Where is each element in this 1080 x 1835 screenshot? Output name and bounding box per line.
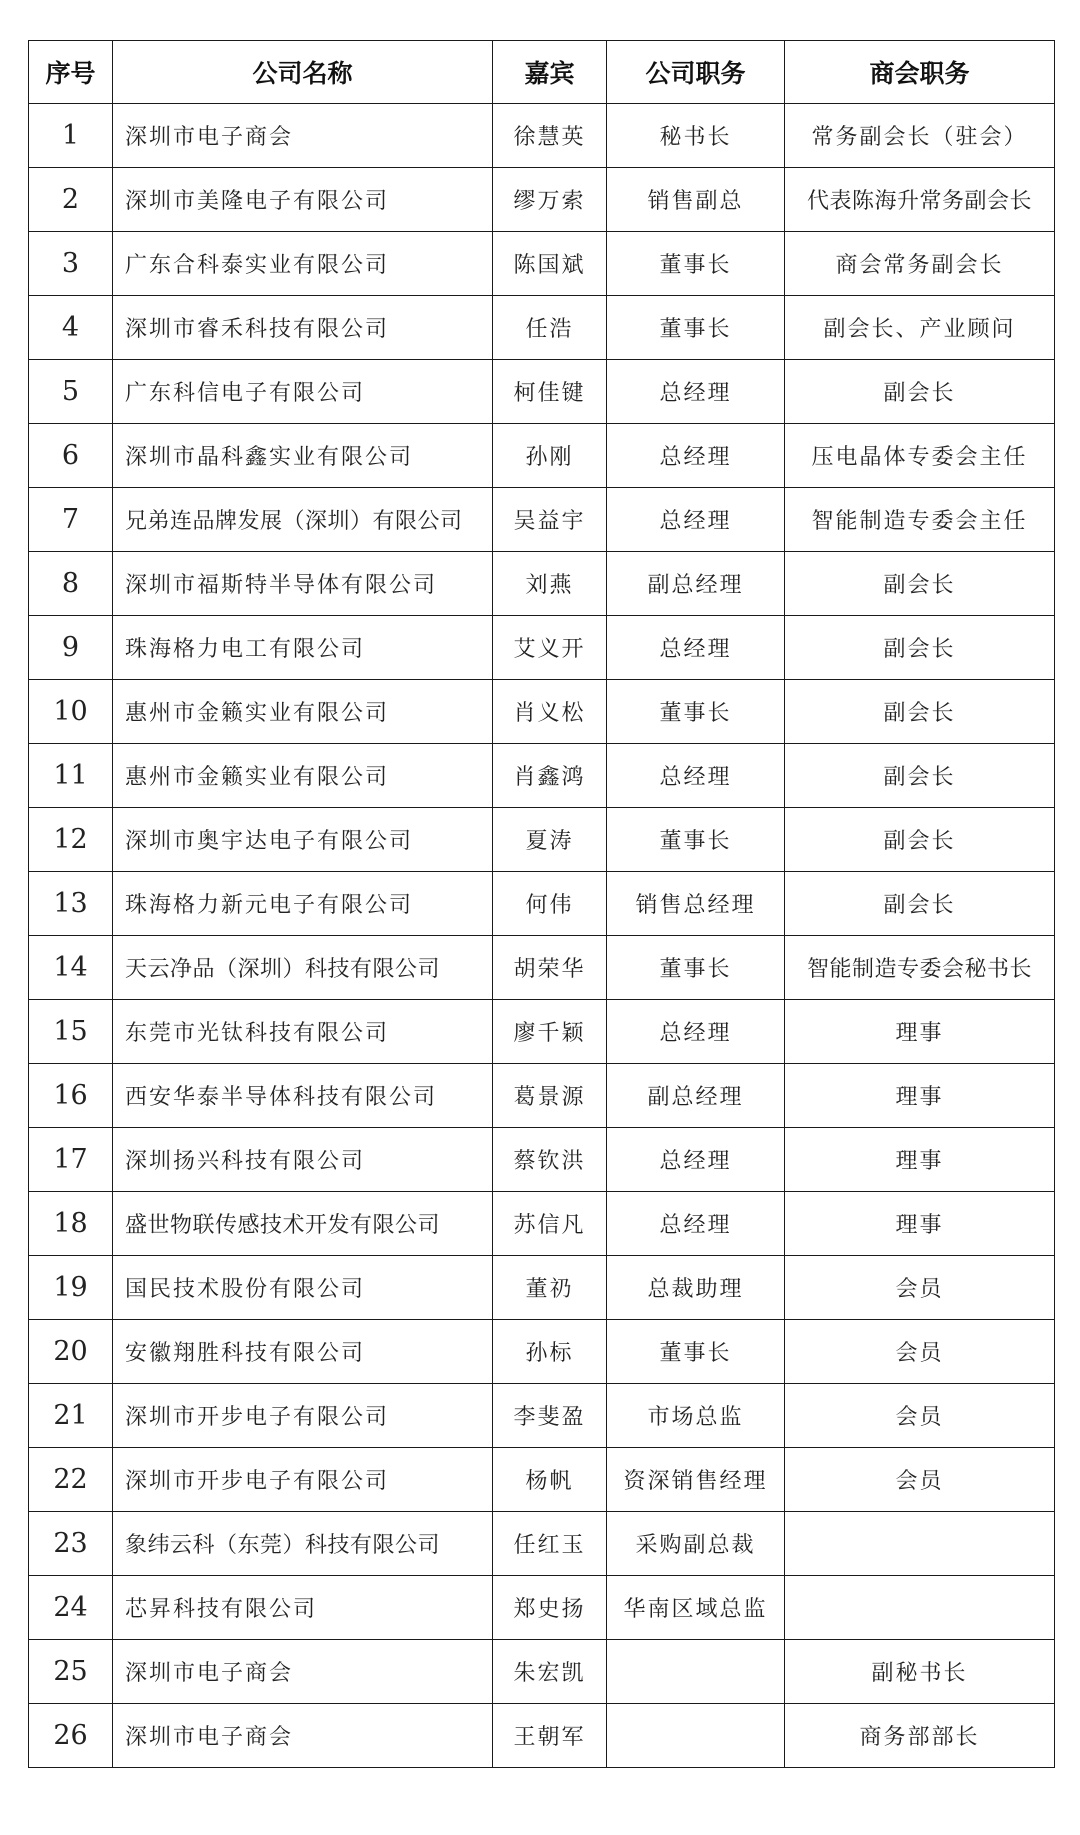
cell-company: 深圳市电子商会 <box>113 1640 493 1704</box>
cell-company-title: 总经理 <box>607 1000 785 1064</box>
cell-guest: 王朝军 <box>493 1704 607 1768</box>
cell-chamber-role: 会员 <box>785 1384 1055 1448</box>
cell-no: 11 <box>29 744 113 808</box>
cell-guest: 艾义开 <box>493 616 607 680</box>
cell-company-title: 总裁助理 <box>607 1256 785 1320</box>
cell-company-title: 市场总监 <box>607 1384 785 1448</box>
cell-no: 8 <box>29 552 113 616</box>
cell-company: 深圳市开步电子有限公司 <box>113 1448 493 1512</box>
cell-guest: 夏涛 <box>493 808 607 872</box>
table-row <box>29 360 1055 424</box>
cell-chamber-role: 副会长 <box>785 552 1055 616</box>
cell-no: 26 <box>29 1704 113 1768</box>
cell-guest: 任浩 <box>493 296 607 360</box>
cell-company-title: 董事长 <box>607 808 785 872</box>
cell-company-title: 董事长 <box>607 936 785 1000</box>
cell-company-title: 华南区域总监 <box>607 1576 785 1640</box>
table-row <box>29 1064 1055 1128</box>
cell-company-title: 资深销售经理 <box>607 1448 785 1512</box>
cell-chamber-role: 会员 <box>785 1256 1055 1320</box>
table-row <box>29 1576 1055 1640</box>
cell-no: 3 <box>29 232 113 296</box>
cell-no: 16 <box>29 1064 113 1128</box>
table-row <box>29 1192 1055 1256</box>
cell-guest: 孙标 <box>493 1320 607 1384</box>
table-body <box>29 104 1055 1768</box>
table-row <box>29 296 1055 360</box>
cell-no: 1 <box>29 104 113 168</box>
cell-company: 深圳扬兴科技有限公司 <box>113 1128 493 1192</box>
table-row <box>29 616 1055 680</box>
cell-chamber-role: 理事 <box>785 1128 1055 1192</box>
header-chamber-role: 商会职务 <box>785 41 1055 104</box>
cell-guest: 李斐盈 <box>493 1384 607 1448</box>
cell-company-title: 采购副总裁 <box>607 1512 785 1576</box>
cell-no: 13 <box>29 872 113 936</box>
cell-no: 23 <box>29 1512 113 1576</box>
header-guest: 嘉宾 <box>493 41 607 104</box>
table-row <box>29 1256 1055 1320</box>
header-no: 序号 <box>29 41 113 104</box>
cell-no: 14 <box>29 936 113 1000</box>
cell-guest: 蔡钦洪 <box>493 1128 607 1192</box>
cell-guest: 任红玉 <box>493 1512 607 1576</box>
header-company-title: 公司职务 <box>607 41 785 104</box>
cell-guest: 苏信凡 <box>493 1192 607 1256</box>
table-row <box>29 1448 1055 1512</box>
cell-company-title: 总经理 <box>607 360 785 424</box>
cell-chamber-role: 商务部部长 <box>785 1704 1055 1768</box>
table-row <box>29 488 1055 552</box>
cell-no: 22 <box>29 1448 113 1512</box>
cell-company: 西安华泰半导体科技有限公司 <box>113 1064 493 1128</box>
guest-table <box>28 40 1055 1768</box>
cell-chamber-role: 商会常务副会长 <box>785 232 1055 296</box>
cell-company: 芯昇科技有限公司 <box>113 1576 493 1640</box>
cell-company: 珠海格力电工有限公司 <box>113 616 493 680</box>
cell-chamber-role: 副会长 <box>785 808 1055 872</box>
cell-no: 17 <box>29 1128 113 1192</box>
table-row <box>29 168 1055 232</box>
cell-guest: 葛景源 <box>493 1064 607 1128</box>
guest-list-sheet <box>28 40 1054 1768</box>
cell-no: 5 <box>29 360 113 424</box>
cell-company-title: 总经理 <box>607 424 785 488</box>
cell-company: 天云净品（深圳）科技有限公司 <box>113 936 493 1000</box>
cell-company: 兄弟连品牌发展（深圳）有限公司 <box>113 488 493 552</box>
table-row <box>29 424 1055 488</box>
cell-guest: 徐慧英 <box>493 104 607 168</box>
cell-company: 深圳市电子商会 <box>113 1704 493 1768</box>
cell-company-title: 副总经理 <box>607 1064 785 1128</box>
cell-no: 4 <box>29 296 113 360</box>
cell-company-title: 销售总经理 <box>607 872 785 936</box>
table-row <box>29 1640 1055 1704</box>
cell-chamber-role: 副会长 <box>785 744 1055 808</box>
cell-chamber-role: 常务副会长（驻会） <box>785 104 1055 168</box>
cell-company: 深圳市美隆电子有限公司 <box>113 168 493 232</box>
cell-company: 惠州市金籁实业有限公司 <box>113 744 493 808</box>
table-row <box>29 744 1055 808</box>
cell-guest: 刘燕 <box>493 552 607 616</box>
cell-chamber-role <box>785 1512 1055 1576</box>
cell-chamber-role: 副会长 <box>785 616 1055 680</box>
cell-company: 东莞市光钛科技有限公司 <box>113 1000 493 1064</box>
cell-chamber-role: 理事 <box>785 1192 1055 1256</box>
table-row <box>29 872 1055 936</box>
table-row <box>29 1320 1055 1384</box>
cell-company-title: 总经理 <box>607 1192 785 1256</box>
cell-chamber-role: 代表陈海升常务副会长 <box>785 168 1055 232</box>
cell-company-title: 总经理 <box>607 488 785 552</box>
cell-company: 国民技术股份有限公司 <box>113 1256 493 1320</box>
cell-company: 深圳市晶科鑫实业有限公司 <box>113 424 493 488</box>
table-row <box>29 1704 1055 1768</box>
cell-guest: 朱宏凯 <box>493 1640 607 1704</box>
cell-company: 深圳市睿禾科技有限公司 <box>113 296 493 360</box>
cell-chamber-role: 会员 <box>785 1448 1055 1512</box>
table-row <box>29 936 1055 1000</box>
cell-chamber-role <box>785 1576 1055 1640</box>
cell-company: 深圳市开步电子有限公司 <box>113 1384 493 1448</box>
cell-guest: 郑史扬 <box>493 1576 607 1640</box>
cell-company-title: 董事长 <box>607 1320 785 1384</box>
cell-no: 12 <box>29 808 113 872</box>
cell-no: 15 <box>29 1000 113 1064</box>
cell-no: 19 <box>29 1256 113 1320</box>
cell-guest: 孙刚 <box>493 424 607 488</box>
cell-guest: 肖鑫鸿 <box>493 744 607 808</box>
table-row <box>29 104 1055 168</box>
cell-company: 深圳市电子商会 <box>113 104 493 168</box>
cell-chamber-role: 副秘书长 <box>785 1640 1055 1704</box>
cell-chamber-role: 副会长 <box>785 872 1055 936</box>
table-header-row <box>29 41 1055 104</box>
cell-company-title: 销售副总 <box>607 168 785 232</box>
cell-chamber-role: 压电晶体专委会主任 <box>785 424 1055 488</box>
cell-company: 安徽翔胜科技有限公司 <box>113 1320 493 1384</box>
cell-chamber-role: 理事 <box>785 1000 1055 1064</box>
cell-company-title: 总经理 <box>607 616 785 680</box>
table-row <box>29 552 1055 616</box>
cell-company: 深圳市奥宇达电子有限公司 <box>113 808 493 872</box>
cell-no: 20 <box>29 1320 113 1384</box>
cell-company: 广东科信电子有限公司 <box>113 360 493 424</box>
cell-no: 6 <box>29 424 113 488</box>
cell-guest: 何伟 <box>493 872 607 936</box>
cell-company-title <box>607 1640 785 1704</box>
cell-guest: 柯佳键 <box>493 360 607 424</box>
cell-chamber-role: 副会长、产业顾问 <box>785 296 1055 360</box>
cell-company-title: 董事长 <box>607 296 785 360</box>
cell-no: 24 <box>29 1576 113 1640</box>
header-company: 公司名称 <box>113 41 493 104</box>
cell-no: 25 <box>29 1640 113 1704</box>
table-row <box>29 1000 1055 1064</box>
table-row <box>29 1128 1055 1192</box>
cell-no: 9 <box>29 616 113 680</box>
cell-company: 盛世物联传感技术开发有限公司 <box>113 1192 493 1256</box>
cell-company: 象纬云科（东莞）科技有限公司 <box>113 1512 493 1576</box>
cell-company-title <box>607 1704 785 1768</box>
table-row <box>29 808 1055 872</box>
cell-guest: 陈国斌 <box>493 232 607 296</box>
cell-chamber-role: 副会长 <box>785 680 1055 744</box>
cell-company: 惠州市金籁实业有限公司 <box>113 680 493 744</box>
cell-guest: 廖千颖 <box>493 1000 607 1064</box>
table-row <box>29 1512 1055 1576</box>
cell-company-title: 秘书长 <box>607 104 785 168</box>
cell-company-title: 总经理 <box>607 1128 785 1192</box>
cell-no: 2 <box>29 168 113 232</box>
cell-company-title: 总经理 <box>607 744 785 808</box>
cell-guest: 杨帆 <box>493 1448 607 1512</box>
cell-chamber-role: 会员 <box>785 1320 1055 1384</box>
cell-company: 广东合科泰实业有限公司 <box>113 232 493 296</box>
table-row <box>29 680 1055 744</box>
table-row <box>29 232 1055 296</box>
cell-chamber-role: 智能制造专委会主任 <box>785 488 1055 552</box>
cell-company-title: 董事长 <box>607 232 785 296</box>
cell-guest: 胡荣华 <box>493 936 607 1000</box>
cell-company: 珠海格力新元电子有限公司 <box>113 872 493 936</box>
cell-guest: 吴益宇 <box>493 488 607 552</box>
cell-guest: 肖义松 <box>493 680 607 744</box>
cell-chamber-role: 理事 <box>785 1064 1055 1128</box>
cell-company: 深圳市福斯特半导体有限公司 <box>113 552 493 616</box>
cell-company-title: 副总经理 <box>607 552 785 616</box>
cell-company-title: 董事长 <box>607 680 785 744</box>
cell-no: 21 <box>29 1384 113 1448</box>
cell-no: 7 <box>29 488 113 552</box>
table-row <box>29 1384 1055 1448</box>
cell-chamber-role: 智能制造专委会秘书长 <box>785 936 1055 1000</box>
cell-guest: 缪万索 <box>493 168 607 232</box>
cell-no: 10 <box>29 680 113 744</box>
cell-guest: 董礽 <box>493 1256 607 1320</box>
cell-chamber-role: 副会长 <box>785 360 1055 424</box>
cell-no: 18 <box>29 1192 113 1256</box>
